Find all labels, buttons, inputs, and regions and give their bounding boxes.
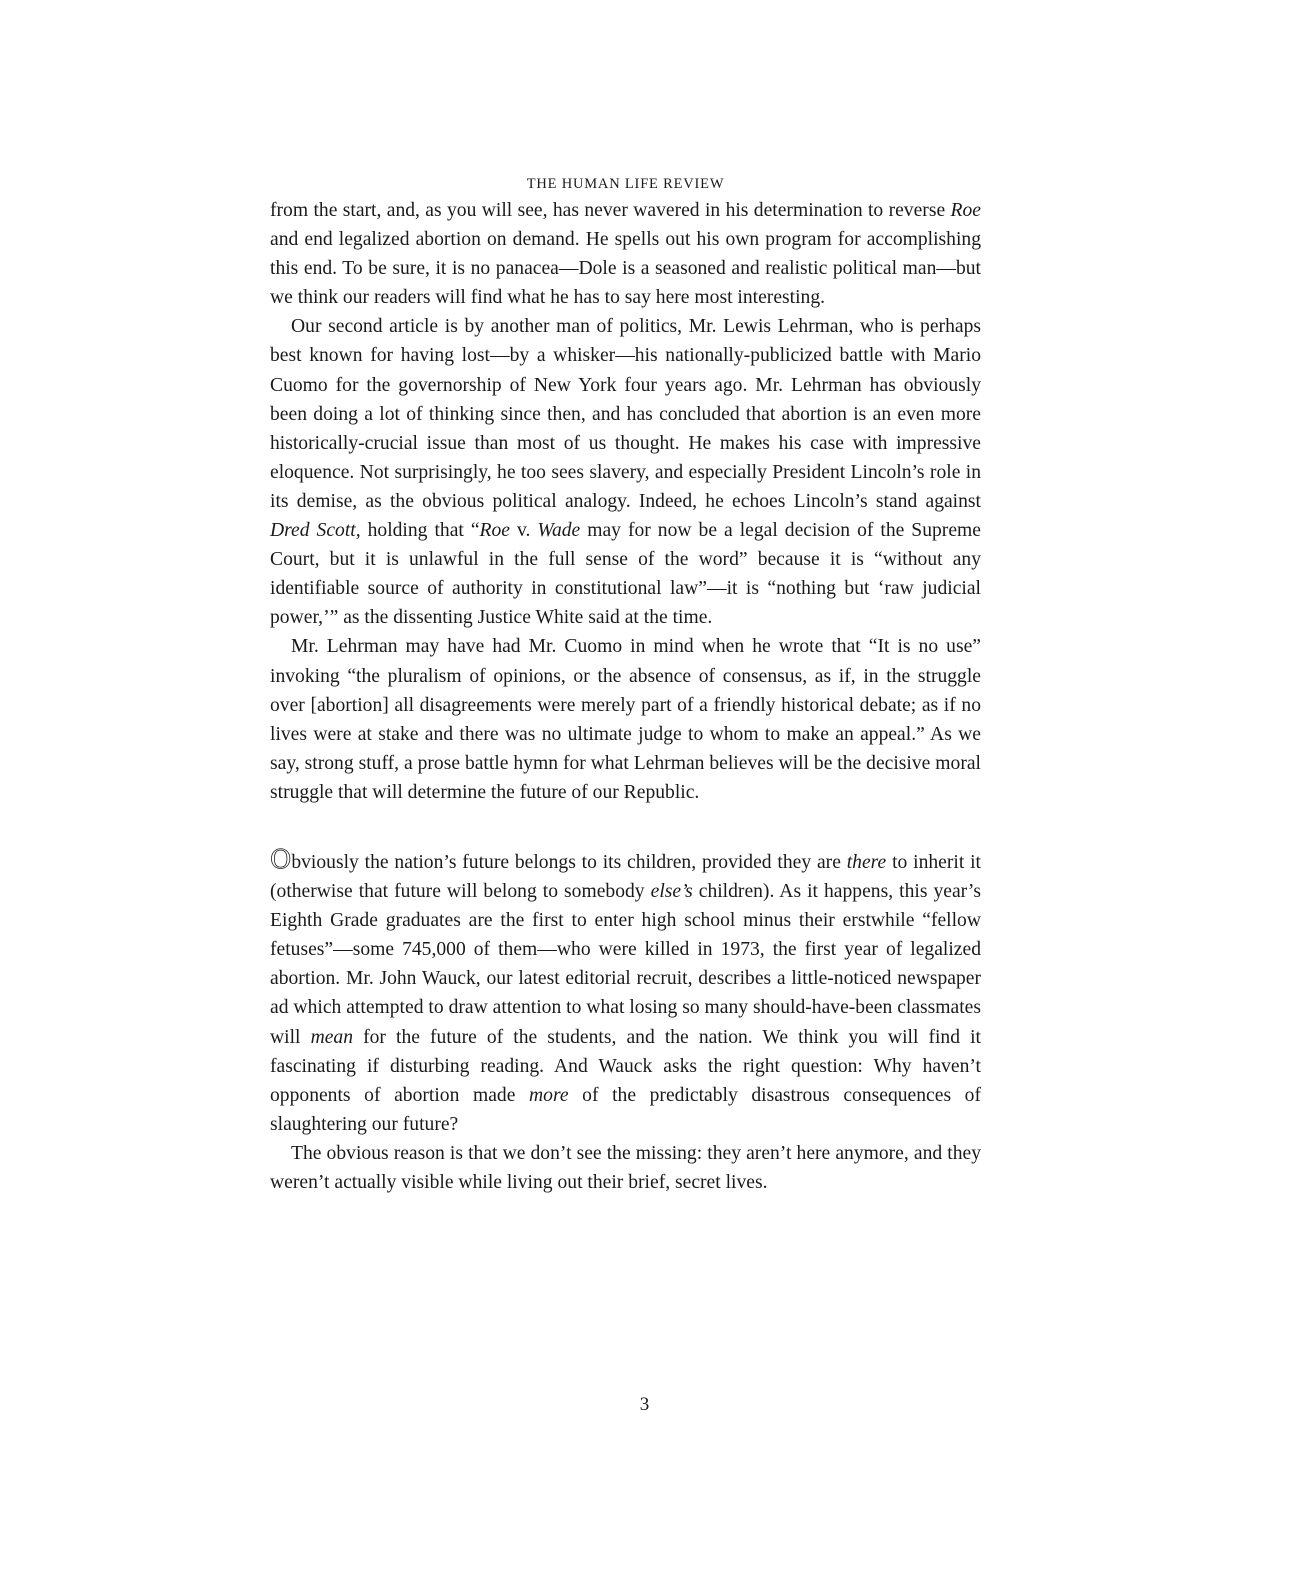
paragraph-1: from the start, and, as you will see, has never wavered in his determination to reverse Roe and end legalized abortion on demand. He spells out his own program for accomplishing this end. To be sure, it is no panacea—Dole is a seasoned and realistic political man—but we think our readers will find what he has to say here most interesting. [270, 200, 981, 309]
paragraph-2: Our second article is by another man of politics, Mr. Lewis Lehrman, who is perhaps best known for having lost—by a whisker—his nationally-publicized battle with Mario Cuomo for the governorship of New York four years ago. Mr. Lehrman has obviously been doing a lot of thinking since then, and has concluded that abortion is an even more historically-crucial issue than most of us thought. He makes his case with impressive eloquence. Not surprisingly, he too sees slavery, and especially President Lincoln’s role in its demise, as the obvious political analogy. Indeed, he echoes Lincoln’s stand against Dred Scott, holding that “Roe v. Wade may for now be a legal decision of the Supreme Court, but it is unlawful in the full sense of the word” because it is “without any identifiable source of authority in constitutional law”—it is “nothing but ‘raw judicial power,’” as the dissenting Justice White said at the time. [270, 316, 981, 629]
paragraph-5: The obvious reason is that we don’t see the missing: they aren’t here anymore, and they weren’t actually visible while living out their brief, secret lives. [270, 1142, 981, 1193]
paragraph-3: Mr. Lehrman may have had Mr. Cuomo in mind when he wrote that “It is no use” invoking “the pluralism of opinions, or the absence of consensus, as if, in the struggle over [abortion] all disagreements were merely part of a friendly historical debate; as if no lives were at stake and there was no ultimate judge to whom to make an appeal.” As we say, strong stuff, a prose battle hymn for what Lehrman believes will be the decisive moral struggle that will determine the future of our Republic. [270, 636, 981, 803]
drop-cap: O [270, 844, 292, 875]
page-number: 3 [639, 1394, 650, 1415]
page-body [270, 174, 981, 1197]
section-break [270, 807, 981, 848]
running-head: THE HUMAN LIFE REVIEW [526, 176, 725, 192]
paragraph-4: Obviously the nation’s future belongs to its children, provided they are there to inherit it (otherwise that future will belong to somebody else’s children). As it happens, this year’s Eighth Grade graduates are the first to enter high school minus their erstwhile “fellow fetuses”—some 745,000 of them—who were killed in 1973, the first year of legalized abortion. Mr. John Wauck, our latest editorial recruit, describes a little-noticed newspaper ad which attempted to draw attention to what losing so many should-have-been classmates will mean for the future of the students, and the nation. We think you will find it fascinating if disturbing reading. And Wauck asks the right question: Why haven’t opponents of abortion made more of the predictably disastrous consequences of slaughtering our future? [270, 844, 981, 1135]
